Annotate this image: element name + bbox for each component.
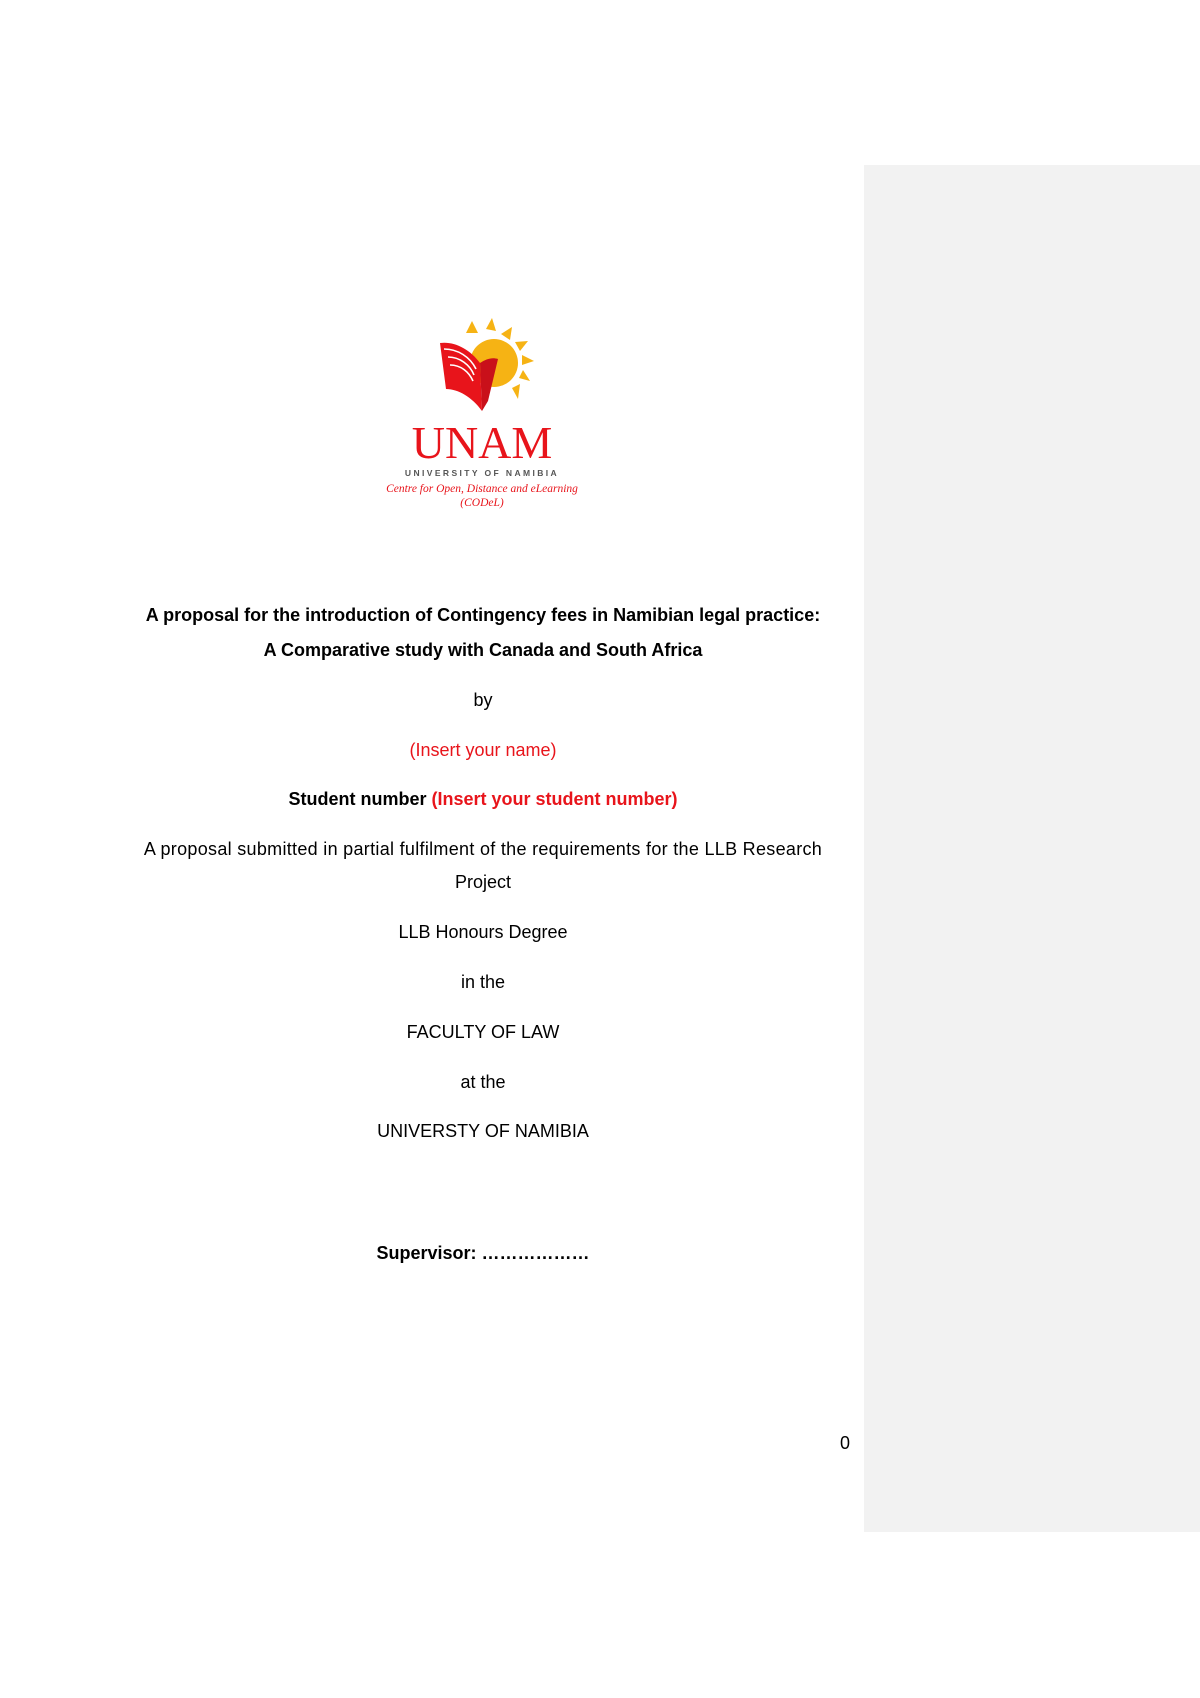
in-the-label: in the [460,972,506,992]
student-number-placeholder: (Insert your student number) [431,789,678,809]
title-line-2: A Comparative study with Canada and South Africa [263,640,703,660]
at-the-label: at the [460,1072,506,1092]
by-label: by [473,690,493,710]
degree-name: LLB Honours Degree [398,922,568,942]
title-line-1: A proposal for the introduction of Contingency fees in Namibian legal practice: [145,605,821,625]
author-name-placeholder: (Insert your name) [409,740,557,760]
logo-centre-abbreviation: (CODeL) [460,497,504,509]
logo-wordmark: UNAM [411,417,553,468]
logo-centre-name: Centre for Open, Distance and eLearning [386,483,578,495]
submission-line-2: Project [454,872,512,892]
supervisor-line: Supervisor: ……………… [376,1243,590,1263]
unam-logo-graphic [362,315,602,520]
page-number: 0 [839,1433,850,1453]
faculty-name: FACULTY OF LAW [406,1022,560,1042]
logo-university-name: UNIVERSITY OF NAMIBIA [404,468,560,478]
submission-line-1: A proposal submitted in partial fulfilment of the requirements for the LLB Research [143,839,823,859]
student-number-line [100,788,866,810]
unam-logo [362,315,602,520]
student-number-label: Student number [288,789,432,809]
university-name: UNIVERSTY OF NAMIBIA [377,1121,589,1141]
comment-pane [864,165,1200,1532]
